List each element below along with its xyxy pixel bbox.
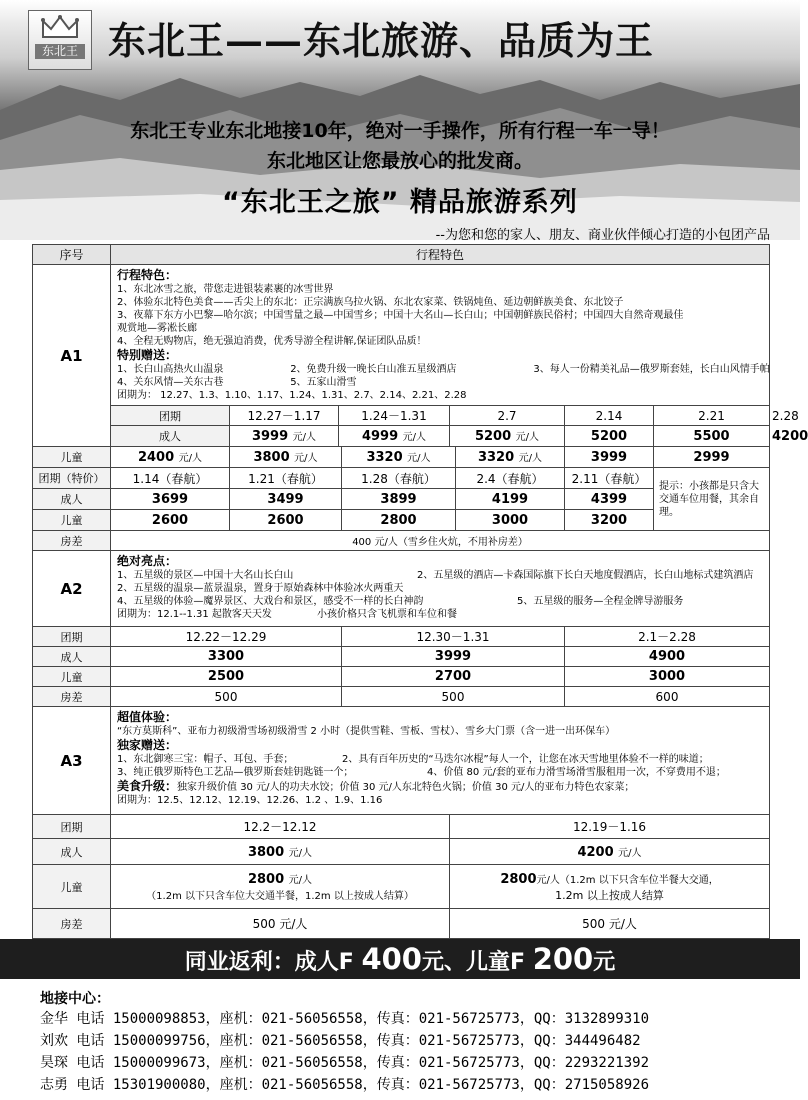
- a1-special-dates-row: [33, 468, 770, 489]
- a2-child-price: 2500: [111, 667, 342, 687]
- a1-description-row: [33, 265, 770, 406]
- a2-description-row: [33, 551, 770, 627]
- rebate-prefix: 同业返利：成人F: [184, 950, 362, 975]
- a2-child-row: [33, 667, 770, 687]
- a3-period: 团期为：12.5、12.12、12.19、12.26、1.2 、1.9、1.16: [117, 795, 383, 806]
- a3-gift: 2、具有百年历史的“马迭尔冰棍”每人一个，让您在冰天雪地里体验不一样的味道；: [342, 754, 709, 765]
- a2-adult-price: 4900: [565, 647, 770, 667]
- a1-special-adult-price: 4199: [456, 489, 565, 510]
- a1-adult-row: 成人 3999 元/人 4999 元/人 5200 元/人 5200 5500 4200: [33, 426, 770, 447]
- a3-food-title: 美食升级：: [117, 779, 178, 793]
- a3-description: [111, 707, 770, 815]
- a1-feature-title: 行程特色：: [117, 268, 178, 282]
- a1-gift-4: 4、关东风情—关东古巷: [117, 377, 224, 388]
- a3-adult-price: 3800 元/人: [111, 839, 450, 865]
- header-no: 序号: [33, 245, 111, 265]
- a3-gift: 4、价值 80 元/套的亚布力滑雪场滑雪服租用一次，不穿费用不退；: [427, 767, 726, 778]
- a1-feature-2: 2、体验东北特色美食——舌尖上的东北：正宗满族乌拉火锅、东北农家菜、铁锅炖鱼、延边朝鲜族美食、东北饺子: [117, 297, 624, 308]
- a3-child-price-2: 2800元/人（1.2m 以下只含车位半餐大交通， 1.2m 以上按成人结算: [450, 865, 770, 909]
- a3-room-price: 500 元/人: [450, 909, 770, 939]
- series-title: “东北王之旅” 精品旅游系列: [222, 187, 578, 218]
- a1-special-adult-label: 成人: [33, 489, 111, 510]
- a1-dates-label: 团期: [111, 406, 230, 426]
- a2-room-price: 600: [565, 687, 770, 707]
- a2-adult-label: 成人: [33, 647, 111, 667]
- a2-adult-row: [33, 647, 770, 667]
- a1-adult-price: 5500: [654, 426, 770, 447]
- a1-gift-5: 5、五家山滑雪: [290, 377, 357, 388]
- contact-row: 志勇 电话 15301900080，座机：021-56056558，传真：021-56725773，QQ：2715058926: [40, 1077, 650, 1093]
- a1-adult-price: 5200: [565, 426, 654, 447]
- a1-child-label: 儿童: [33, 447, 111, 468]
- a2-child-note: 小孩价格只含飞机票和车位和餐: [317, 609, 457, 620]
- contact-row: 刘欢 电话 15000099756，座机：021-56056558，传真：021-56725773，QQ：344496482: [40, 1033, 641, 1049]
- a1-gift-1: 1、长白山高热火山温泉: [117, 364, 224, 375]
- a2-dates-row: [33, 627, 770, 647]
- a1-description: [111, 265, 770, 406]
- rebate-adult-amount: 400: [361, 942, 422, 976]
- a1-special-date: 1.21（春航）: [230, 468, 342, 489]
- a2-highlight: 1、五星级的景区—中国十大名山长白山: [117, 570, 294, 581]
- a3-food-line: 独家升级价值 30 元/人的功夫水饺；价值 30 元/人东北特色火锅；价值 30 元/人的亚布力特色农家菜；: [177, 782, 635, 793]
- tagline-primary: 东北王专业东北地接10年，绝对一手操作，所有行程一车一导！: [130, 120, 670, 142]
- a3-child-note-1: （1.2m 以下只含车位大交通半餐，1.2m 以上按成人结算）: [146, 890, 414, 902]
- a1-date: 1.24－1.31: [339, 406, 450, 426]
- a2-highlight: 2、五星级的酒店—卡森国际旗下长白天地度假酒店，长白山地标式建筑酒店: [417, 570, 754, 581]
- a2-dates-label: 团期: [33, 627, 111, 647]
- tagline-secondary: 东北地区让您最放心的批发商。: [266, 150, 533, 172]
- crown-icon: [40, 15, 80, 41]
- a2-adult-price: 3999: [342, 647, 565, 667]
- a3-gift: 1、东北御寒三宝：帽子、耳包、手套；: [117, 754, 294, 765]
- a1-special-date: 1.14（春航）: [111, 468, 230, 489]
- a1-adult-price: 4999 元/人: [339, 426, 450, 447]
- a1-code: A1: [33, 265, 111, 447]
- a2-child-price: 3000: [565, 667, 770, 687]
- a1-period: 团期为： 12.27、1.3、1.10、1.17、1.24、1.31、2.7、2.14、2.21、2.28: [117, 390, 467, 401]
- a2-room-row: [33, 687, 770, 707]
- a3-child-label: 儿童: [33, 865, 111, 909]
- a3-child-price-1: 2800 元/人 （1.2m 以下只含车位大交通半餐，1.2m 以上按成人结算）: [111, 865, 450, 909]
- a1-adult-price: 3999 元/人: [230, 426, 339, 447]
- a1-special-child-price: 2600: [230, 510, 342, 531]
- header-banner: [0, 0, 800, 243]
- a2-description: [111, 551, 770, 627]
- a2-child-price: 2700: [342, 667, 565, 687]
- a1-dates-row: 团期 12.27－1.17 1.24－1.31 2.7 2.14 2.21 2.28: [33, 406, 770, 426]
- a1-gift-2: 2、免费升级一晚长白山准五星级酒店: [290, 364, 457, 375]
- a3-room-row: [33, 909, 770, 939]
- a3-experience-title: 超值体验：: [117, 710, 178, 724]
- a1-special-label: 团期（特价）: [33, 468, 111, 489]
- a1-date: 2.7: [450, 406, 565, 426]
- a1-adult-label: 成人: [111, 426, 230, 447]
- a2-highlight: 5、五星级的服务—全程金牌导游服务: [517, 596, 684, 607]
- a1-adult-price: 5200 元/人: [450, 426, 565, 447]
- a3-experience-line: “东方莫斯科”、亚布力初级滑雪场初级滑雪 2 小时（提供雪鞋、雪板、雪杖）、雪乡大门票（含一进一出环保车）: [117, 726, 616, 737]
- a2-highlight: 4、五星级的体验—魔界景区、大戏台和景区，感受不一样的长白神韵: [117, 596, 424, 607]
- a2-code: A2: [33, 551, 111, 627]
- a3-code: A3: [33, 707, 111, 815]
- a3-dates-row: [33, 815, 770, 839]
- a1-room-diff: 400 元/人（雪乡住火炕，不用补房差）: [111, 531, 770, 551]
- table-header-row: [33, 245, 770, 265]
- a1-special-date: 2.11（春航）: [565, 468, 654, 489]
- header-feature: 行程特色: [111, 245, 770, 265]
- a1-child-price: 3999: [565, 447, 654, 468]
- a2-room-label: 房差: [33, 687, 111, 707]
- a1-special-note: 提示：小孩都是只含大交通车位用餐，其余自理。: [654, 468, 770, 531]
- a1-special-adult-price: 3699: [111, 489, 230, 510]
- a3-room-price: 500 元/人: [111, 909, 450, 939]
- a3-room-label: 房差: [33, 909, 111, 939]
- a2-highlight: 2、五星级的温泉—蓝景温泉，置身于原始森林中体验冰火两重天: [117, 583, 404, 594]
- a1-special-adult-price: 4399: [565, 489, 654, 510]
- a1-child-price: 2999: [654, 447, 770, 468]
- logo-text: 东北王: [35, 44, 85, 59]
- a1-room-label: 房差: [33, 531, 111, 551]
- a1-feature-3b: 观赏地—雾凇长廊: [117, 323, 197, 334]
- a1-special-child-price: 2800: [342, 510, 456, 531]
- a3-child-row: [33, 865, 770, 909]
- contacts-title: 地接中心：: [40, 991, 110, 1007]
- a1-child-price: 2400 元/人: [111, 447, 230, 468]
- a1-child-price: 3320 元/人: [342, 447, 456, 468]
- rebate-middle: 元、儿童F: [421, 950, 533, 975]
- a1-special-child-price: 3200: [565, 510, 654, 531]
- a3-dates-label: 团期: [33, 815, 111, 839]
- a1-child-price: 3800 元/人: [230, 447, 342, 468]
- a1-gift-3: 3、每人一份精美礼品—俄罗斯套娃，长白山风情手帕: [533, 364, 770, 375]
- a2-child-label: 儿童: [33, 667, 111, 687]
- a1-child-price: 3320 元/人: [456, 447, 565, 468]
- itinerary-table-container: [32, 244, 808, 939]
- a1-feature-3: 3、夜幕下东方小巴黎—哈尔滨；中国雪量之最—中国雪乡；中国十大名山—长白山；中国朝鲜族民俗村；中国四大自然奇观最佳: [117, 310, 684, 321]
- a1-special-date: 1.28（春航）: [342, 468, 456, 489]
- a2-room-price: 500: [111, 687, 342, 707]
- a2-date: 12.22－12.29: [111, 627, 342, 647]
- a1-feature-1: 1、东北冰雪之旅，带您走进银装素裹的冰雪世界: [117, 284, 334, 295]
- contact-row: 金华 电话 15000098853，座机：021-56056558，传真：021-56725773，QQ：3132899310: [40, 1011, 650, 1027]
- rebate-child-amount: 200: [532, 942, 594, 976]
- a2-title: 绝对亮点：: [117, 554, 178, 568]
- a1-date: 2.21: [654, 406, 770, 426]
- slogan: 东北王——东北旅游、品质为王: [108, 18, 655, 63]
- a1-special-date: 2.4（春航）: [456, 468, 565, 489]
- a2-date: 2.1－2.28: [565, 627, 770, 647]
- a3-gift: 3、纯正俄罗斯特色工艺品—俄罗斯套娃钥匙链一个；: [117, 767, 354, 778]
- a1-room-row: [33, 531, 770, 551]
- a1-special-adult-price: 3499: [230, 489, 342, 510]
- series-subtitle: --为您和您的家人、朋友、商业伙伴倾心打造的小包团产品: [435, 228, 770, 243]
- a3-adult-label: 成人: [33, 839, 111, 865]
- contacts-section: [0, 984, 800, 1100]
- rebate-suffix: 元: [593, 950, 616, 975]
- a3-adult-row: [33, 839, 770, 865]
- a3-date: 12.2－12.12: [111, 815, 450, 839]
- a1-feature-4: 4、全程无购物店，绝无强迫消费，优秀导游全程讲解,保证团队品质！: [117, 336, 427, 347]
- a2-date: 12.30－1.31: [342, 627, 565, 647]
- a3-adult-price: 4200 元/人: [450, 839, 770, 865]
- a2-adult-price: 3300: [111, 647, 342, 667]
- a1-child-row: [33, 447, 770, 468]
- a1-date: 2.14: [565, 406, 654, 426]
- contact-row: 昊琛 电话 15000099673，座机：021-56056558，传真：021-56725773，QQ：2293221392: [40, 1055, 650, 1071]
- a1-gift-title: 特别赠送：: [117, 348, 178, 362]
- a3-gift-title: 独家赠送：: [117, 738, 178, 752]
- rebate-banner: [0, 939, 800, 979]
- a2-period: 团期为：12.1--1.31 起散客天天发: [117, 609, 272, 620]
- a1-special-child-price: 3000: [456, 510, 565, 531]
- itinerary-table: [32, 244, 808, 939]
- a2-room-price: 500: [342, 687, 565, 707]
- a1-special-adult-price: 3899: [342, 489, 456, 510]
- a1-special-child-label: 儿童: [33, 510, 111, 531]
- a1-special-child-price: 2600: [111, 510, 230, 531]
- a3-date: 12.19－1.16: [450, 815, 770, 839]
- a3-child-note-2: 1.2m 以上按成人结算: [555, 888, 664, 902]
- a3-description-row: [33, 707, 770, 815]
- logo: [28, 10, 92, 70]
- a1-date: 12.27－1.17: [230, 406, 339, 426]
